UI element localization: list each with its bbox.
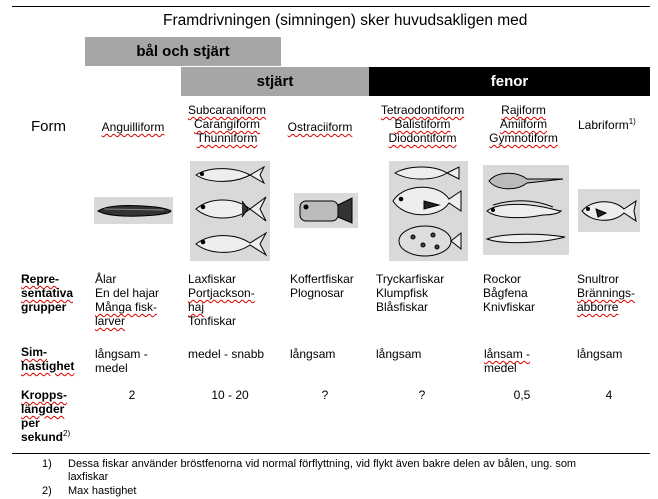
group-line: Rockor <box>483 272 522 286</box>
speed-line: medel - snabb <box>188 347 265 361</box>
group-line: Snultror <box>577 272 620 286</box>
grupper-col1 <box>95 272 159 328</box>
group-line: Koffertfiskar <box>290 272 354 286</box>
form-header-col4 <box>370 103 475 145</box>
hastighet-col1 <box>95 347 148 375</box>
footnote-number: 1) <box>42 458 52 470</box>
form-line: Balistiform <box>394 117 451 131</box>
speed-line: medel <box>95 361 128 375</box>
grupper-col3 <box>290 272 354 300</box>
form-line: Amiiform <box>499 117 548 131</box>
form-header-col6 <box>578 118 653 132</box>
group-line: Portjackson- <box>188 286 255 300</box>
group-line: Laxfiskar <box>188 272 237 286</box>
form-header-col3 <box>280 120 360 134</box>
group-line: larver <box>95 314 126 328</box>
form-line: Carangiform <box>193 117 261 131</box>
group-line: haj <box>188 300 205 314</box>
label-line: grupper <box>21 300 67 314</box>
speed-line: lånsam - <box>484 347 531 361</box>
form-line: Gymnotiform <box>489 131 558 145</box>
footnote-ref: 2) <box>63 429 71 438</box>
anguilliform-fish-illustration <box>94 197 173 224</box>
bar-bal-och-stjart <box>85 37 281 66</box>
group-line: Knivfiskar <box>483 300 536 314</box>
group-line: Många fisk- <box>95 300 158 314</box>
footnote-number: 2) <box>42 485 52 497</box>
footnote-text: Dessa fiskar använder bröstfenorna vid normal förflyttning, vid flykt även bakre delen av bålen, ung. som <box>68 458 577 470</box>
grupper-col4 <box>376 272 444 314</box>
bar-label: fenor <box>490 73 529 90</box>
form-line: Tetraodontiform <box>380 103 465 117</box>
footnote-ref: 1) <box>628 117 636 126</box>
group-line: Klumpfisk <box>376 286 429 300</box>
footnote-text-cont: laxfiskar <box>68 471 109 483</box>
bar-label: stjärt <box>256 73 294 90</box>
grupper-col5 <box>483 272 535 314</box>
form-line: Ostraciiform <box>287 120 353 134</box>
label-line: Sim- <box>21 345 48 359</box>
kroppslangder-col6: 4 <box>605 388 613 402</box>
kroppslangder-col4: ? <box>418 388 426 402</box>
speed-line: medel <box>484 361 517 375</box>
tetraodontiform-fish-illustration <box>389 161 468 261</box>
label-line: sekund <box>21 430 64 444</box>
hastighet-col4 <box>376 347 421 361</box>
group-line: Tonfiskar <box>188 314 237 328</box>
speed-line: långsam <box>577 347 623 361</box>
group-line: Brännings- <box>577 286 636 300</box>
row-label-hastighet <box>21 345 74 373</box>
form-header-col2 <box>182 103 272 145</box>
hastighet-col5 <box>484 347 530 375</box>
group-line: Tryckarfiskar <box>376 272 445 286</box>
kroppslangder-col1: 2 <box>128 388 136 402</box>
grupper-col6 <box>577 272 635 314</box>
kroppslangder-col2: 10 - 20 <box>211 388 249 402</box>
labriform-fish-illustration <box>578 189 640 232</box>
form-line: Diodontiform <box>388 131 457 145</box>
bar-stjart <box>181 67 369 96</box>
label-line: sentativa <box>21 286 74 300</box>
form-header-col1 <box>88 120 178 134</box>
footnote-2 <box>42 485 642 498</box>
footnote-1 <box>42 458 642 484</box>
form-line: Subcaraniform <box>187 103 267 117</box>
bar-label: bål och stjärt <box>136 43 230 60</box>
kroppslangder-col5: 0,5 <box>513 388 531 402</box>
group-line: Blåsfiskar <box>376 300 429 314</box>
group-line: Bågfena <box>483 286 528 300</box>
group-line: abborre <box>577 300 619 314</box>
label-line: Kropps- <box>21 388 67 402</box>
hastighet-col2 <box>188 347 264 361</box>
footnote-separator <box>12 453 650 454</box>
row-label-form: Form <box>31 118 66 135</box>
hastighet-col6 <box>577 347 622 361</box>
group-line: Plognosar <box>290 286 345 300</box>
form-line: Thunniform <box>196 131 258 145</box>
form-line: Labriform <box>578 118 629 132</box>
top-rule <box>12 6 650 7</box>
row-label-grupper <box>21 272 73 314</box>
label-line: längder <box>21 402 65 416</box>
page-title: Framdrivningen (simningen) sker huvudsakligen med <box>163 12 528 29</box>
carangiform-fish-illustration <box>190 161 270 261</box>
label-line: hastighet <box>21 359 75 373</box>
label-line: per <box>21 416 40 430</box>
group-line: En del hajar <box>95 286 160 300</box>
speed-line: långsam <box>290 347 336 361</box>
hastighet-col3 <box>290 347 335 361</box>
row-label-kroppslangder <box>21 388 70 444</box>
speed-line: långsam <box>376 347 422 361</box>
grupper-col2 <box>188 272 255 328</box>
form-line: Rajiform <box>501 103 546 117</box>
label-line: Repre- <box>21 272 60 286</box>
ostraciiform-fish-illustration <box>294 193 358 228</box>
form-line: Anguilliform <box>101 120 165 134</box>
speed-line: långsam - <box>95 347 148 361</box>
footnote-text: Max hastighet <box>68 485 137 497</box>
rajiform-fish-illustration <box>483 165 569 255</box>
form-header-col5 <box>476 103 571 145</box>
bar-fenor <box>369 67 650 96</box>
group-line: Ålar <box>95 272 117 286</box>
kroppslangder-col3: ? <box>321 388 329 402</box>
